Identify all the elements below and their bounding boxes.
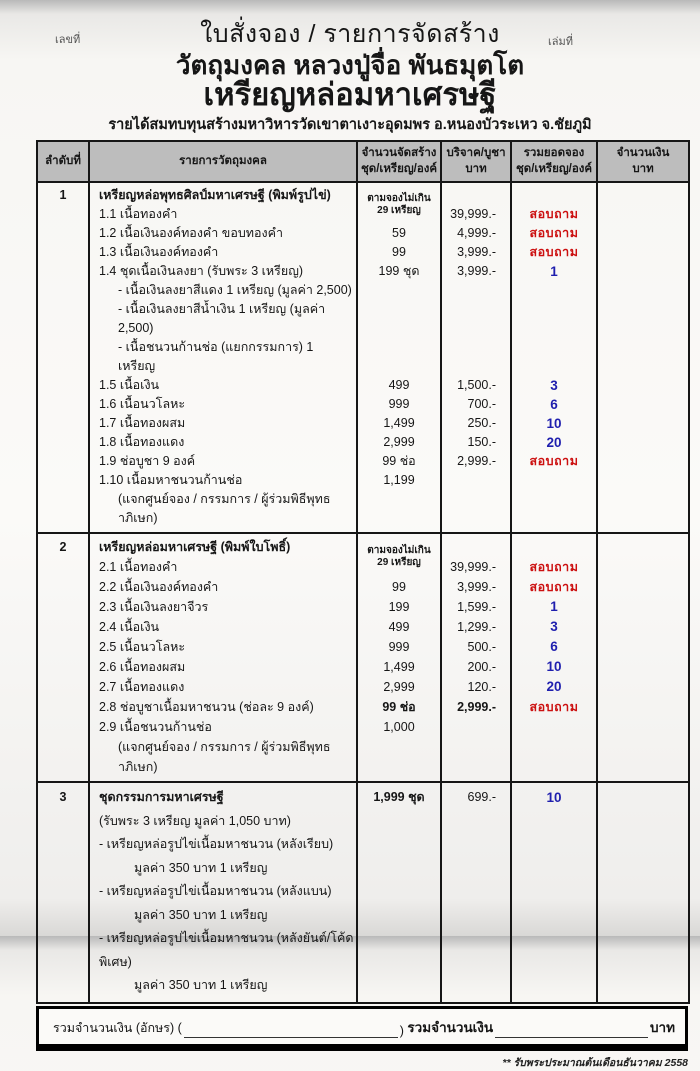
item-label: 2.2 เนื้อเงินองค์ทองคำ (89, 577, 357, 597)
amount-baht (597, 557, 689, 577)
made-qty (357, 490, 441, 533)
made-qty (357, 927, 441, 974)
price-baht: 3,999.- (441, 577, 511, 597)
item-label: - เหรียญหล่อรูปไข่เนื้อมหาชนวน (หลังเรียบ) (89, 833, 357, 857)
made-qty (357, 904, 441, 928)
reserved-total: สอบถาม (511, 243, 597, 262)
item-label: 1.4 ชุดเนื้อเงินลงยา (รับพระ 3 เหรียญ) (89, 262, 357, 281)
made-qty: 59 (357, 224, 441, 243)
price-baht (441, 182, 511, 205)
amount-baht (597, 597, 689, 617)
made-qty: 1,999 ชุด (357, 782, 441, 810)
price-baht: 3,999.- (441, 262, 511, 281)
item-label: (รับพระ 3 เหรียญ มูลค่า 1,050 บาท) (89, 810, 357, 834)
amount-baht (597, 657, 689, 677)
table-row (37, 697, 689, 717)
reserved-total: สอบถาม (511, 452, 597, 471)
row-no (37, 433, 89, 452)
item-section (37, 782, 689, 1003)
table-row (37, 637, 689, 657)
item-label: - เหรียญหล่อรูปไข่เนื้อมหาชนวน (หลังแบน) (89, 880, 357, 904)
row-no (37, 471, 89, 490)
amount-baht (597, 182, 689, 205)
table-row (37, 737, 689, 782)
table-row (37, 182, 689, 205)
item-label: 1.7 เนื้อทองผสม (89, 414, 357, 433)
table-row (37, 224, 689, 243)
item-label: 1.6 เนื้อนวโลหะ (89, 395, 357, 414)
made-qty: 1,199 (357, 471, 441, 490)
total-amount-box (36, 1006, 688, 1051)
row-no (37, 300, 89, 338)
price-baht (441, 974, 511, 1003)
price-baht (441, 904, 511, 928)
item-label: - เนื้อเงินลงยาสีน้ำเงิน 1 เหรียญ (มูลค่า 2,500) (89, 300, 357, 338)
price-baht: 2,999.- (441, 452, 511, 471)
table-row (37, 717, 689, 737)
row-no (37, 243, 89, 262)
row-no (37, 452, 89, 471)
price-baht: 39,999.- (441, 557, 511, 577)
amount-baht (597, 471, 689, 490)
made-qty: 1,499 (357, 657, 441, 677)
item-label: (แจกศูนย์จอง / กรรมการ / ผู้ร่วมพิธีพุทธาภิเษก) (89, 737, 357, 782)
row-no (37, 657, 89, 677)
total-label: รวมจำนวนเงิน (407, 1019, 494, 1035)
item-label: มูลค่า 350 บาท 1 เหรียญ (89, 974, 357, 1003)
reserved-total: 1 (511, 597, 597, 617)
row-no (37, 205, 89, 224)
column-header: รายการวัตถุมงคล (89, 141, 357, 182)
made-qty: 1,000 (357, 717, 441, 737)
reserved-total (511, 300, 597, 338)
row-no (37, 224, 89, 243)
reserved-total (511, 338, 597, 376)
made-qty: 199 (357, 597, 441, 617)
item-label: มูลค่า 350 บาท 1 เหรียญ (89, 857, 357, 881)
made-qty: 2,999 (357, 677, 441, 697)
amount-baht (597, 617, 689, 637)
amount-baht (597, 697, 689, 717)
amount-baht (597, 262, 689, 281)
table-row (37, 880, 689, 904)
price-baht (441, 300, 511, 338)
column-header: จำนวนเงิน บาท (597, 141, 689, 182)
reserved-total (511, 533, 597, 557)
made-qty: 999 (357, 395, 441, 414)
reserved-total: สอบถาม (511, 224, 597, 243)
made-qty (357, 974, 441, 1003)
page-title: ใบสั่งจอง / รายการจัดสร้าง (200, 20, 500, 48)
doc-number-label: เลขที่ (55, 34, 81, 46)
reserved-total (511, 927, 597, 974)
reserved-total: 1 (511, 262, 597, 281)
close-paren: ) (399, 1023, 404, 1038)
header-row (37, 141, 689, 182)
item-section (37, 533, 689, 782)
made-qty (357, 833, 441, 857)
subtitle-monk: วัตถุมงคล หลวงปู่จื่อ พันธมุตโต (175, 50, 525, 80)
made-qty (357, 880, 441, 904)
item-label: 1.3 เนื้อเงินองค์ทองคำ (89, 243, 357, 262)
price-baht: 39,999.- (441, 205, 511, 224)
amount-baht (597, 857, 689, 881)
row-no (37, 697, 89, 717)
reserved-total (511, 880, 597, 904)
amount-baht (597, 281, 689, 300)
price-baht: 699.- (441, 782, 511, 810)
table-row (37, 533, 689, 557)
column-header: รวมยอดจอง ชุด/เหรียญ/องค์ (511, 141, 597, 182)
row-no (37, 637, 89, 657)
amount-baht (597, 880, 689, 904)
made-qty (357, 281, 441, 300)
row-no (37, 281, 89, 300)
amount-baht (597, 300, 689, 338)
item-label: 2.1 เนื้อทองคำ (89, 557, 357, 577)
amount-baht (597, 810, 689, 834)
book-number-label: เล่มที่ (548, 36, 574, 48)
made-qty: 2,999 (357, 433, 441, 452)
table-row (37, 300, 689, 338)
reserved-total: 3 (511, 617, 597, 637)
reserved-total (511, 857, 597, 881)
price-baht (441, 338, 511, 376)
table-row (37, 452, 689, 471)
column-header: จำนวนจัดสร้าง ชุด/เหรียญ/องค์ (357, 141, 441, 182)
table-row (37, 243, 689, 262)
price-baht (441, 533, 511, 557)
item-label: - เนื้อชนวนก้านช่อ (แยกกรรมการ) 1 เหรียญ (89, 338, 357, 376)
table-row (37, 597, 689, 617)
row-no (37, 974, 89, 1003)
item-label: 1.1 เนื้อทองคำ (89, 205, 357, 224)
item-label: 2.9 เนื้อชนวนก้านช่อ (89, 717, 357, 737)
table-row (37, 657, 689, 677)
price-baht: 500.- (441, 637, 511, 657)
item-label: 1.5 เนื้อเงิน (89, 376, 357, 395)
table-row (37, 857, 689, 881)
price-baht: 2,999.- (441, 697, 511, 717)
row-no (37, 880, 89, 904)
table-row (37, 974, 689, 1003)
made-qty (357, 300, 441, 338)
amount-baht (597, 433, 689, 452)
price-baht: 1,299.- (441, 617, 511, 637)
table-row (37, 471, 689, 490)
amount-baht (597, 782, 689, 810)
price-baht: 250.- (441, 414, 511, 433)
reserved-total (511, 737, 597, 782)
amount-baht (597, 452, 689, 471)
price-baht (441, 471, 511, 490)
row-no (37, 927, 89, 974)
row-no: 2 (37, 533, 89, 557)
item-label: 1.9 ช่อบูชา 9 องค์ (89, 452, 357, 471)
made-qty: ตามจองไม่เกิน 29 เหรียญ (357, 533, 441, 577)
table-row (37, 904, 689, 928)
table-row (37, 490, 689, 533)
amount-baht (597, 974, 689, 1003)
reserved-total: 20 (511, 433, 597, 452)
price-baht: 3,999.- (441, 243, 511, 262)
row-no (37, 737, 89, 782)
reserved-total: 6 (511, 395, 597, 414)
row-no (37, 395, 89, 414)
made-qty: 99 ช่อ (357, 697, 441, 717)
item-label: 2.5 เนื้อนวโลหะ (89, 637, 357, 657)
amount-baht (597, 717, 689, 737)
made-qty: 99 (357, 577, 441, 597)
order-items-table (36, 140, 690, 1004)
price-baht (441, 737, 511, 782)
table-header (37, 141, 689, 182)
table-row (37, 782, 689, 810)
reserved-total (511, 974, 597, 1003)
item-label: ชุดกรรมการมหาเศรษฐี (89, 782, 357, 810)
amount-baht (597, 927, 689, 974)
made-qty (357, 338, 441, 376)
row-no (37, 717, 89, 737)
amount-baht (597, 395, 689, 414)
total-written-label: รวมจำนวนเงิน (อักษร) ( (53, 1020, 182, 1035)
made-qty (357, 810, 441, 834)
amount-baht (597, 338, 689, 376)
reserved-total: 6 (511, 637, 597, 657)
table-row (37, 281, 689, 300)
amount-baht (597, 677, 689, 697)
amount-baht (597, 376, 689, 395)
row-no (37, 904, 89, 928)
item-label: 2.7 เนื้อทองแดง (89, 677, 357, 697)
document-header (0, 20, 700, 133)
made-qty: 999 (357, 637, 441, 657)
row-no (37, 677, 89, 697)
row-no (37, 857, 89, 881)
price-baht (441, 857, 511, 881)
subtitle-coin: เหรียญหล่อมหาเศรษฐี (203, 77, 497, 113)
table-row (37, 414, 689, 433)
item-label: เหรียญหล่อมหาเศรษฐี (พิมพ์ใบโพธิ์) (89, 533, 357, 557)
row-no (37, 414, 89, 433)
price-baht: 4,999.- (441, 224, 511, 243)
amount-baht (597, 637, 689, 657)
made-qty: 99 (357, 243, 441, 262)
price-baht (441, 490, 511, 533)
price-baht (441, 880, 511, 904)
row-no (37, 617, 89, 637)
row-no (37, 557, 89, 577)
amount-baht (597, 490, 689, 533)
row-no (37, 376, 89, 395)
table-row (37, 833, 689, 857)
item-label: มูลค่า 350 บาท 1 เหรียญ (89, 904, 357, 928)
made-qty: 99 ช่อ (357, 452, 441, 471)
subtitle-fund: รายได้สมทบทุนสร้างมหาวิหารวัดเขาตาเงาะอุดมพร อ.หนองบัวระเหว จ.ชัยภูมิ (108, 116, 592, 133)
made-qty (357, 857, 441, 881)
row-no: 1 (37, 182, 89, 205)
reserved-total (511, 471, 597, 490)
price-baht: 700.- (441, 395, 511, 414)
price-baht (441, 281, 511, 300)
item-label: 1.10 เนื้อมหาชนวนก้านช่อ (89, 471, 357, 490)
price-baht (441, 833, 511, 857)
price-baht: 200.- (441, 657, 511, 677)
amount-baht (597, 833, 689, 857)
reserved-total (511, 182, 597, 205)
amount-baht (597, 577, 689, 597)
price-baht: 120.- (441, 677, 511, 697)
reserved-total: สอบถาม (511, 557, 597, 577)
price-baht: 150.- (441, 433, 511, 452)
item-section (37, 182, 689, 533)
column-header: บริจาค/บูชา บาท (441, 141, 511, 182)
reserved-total (511, 904, 597, 928)
price-baht (441, 927, 511, 974)
price-baht (441, 810, 511, 834)
amount-baht (597, 904, 689, 928)
item-label: 2.4 เนื้อเงิน (89, 617, 357, 637)
row-no (37, 577, 89, 597)
row-no: 3 (37, 782, 89, 810)
table-row (37, 395, 689, 414)
item-label: - เนื้อเงินลงยาสีแดง 1 เหรียญ (มูลค่า 2,500) (89, 281, 357, 300)
currency-label: บาท (649, 1019, 675, 1035)
reserved-total: สอบถาม (511, 205, 597, 224)
made-qty (357, 737, 441, 782)
table-row (37, 927, 689, 974)
reserved-total: 20 (511, 677, 597, 697)
table-row (37, 617, 689, 637)
row-no (37, 338, 89, 376)
table-row (37, 376, 689, 395)
made-qty: 1,499 (357, 414, 441, 433)
amount-baht (597, 205, 689, 224)
table-row (37, 810, 689, 834)
table-row (37, 262, 689, 281)
item-label: - เหรียญหล่อรูปไข่เนื้อมหาชนวน (หลังยันต์/โค้ดพิเศษ) (89, 927, 357, 974)
price-baht: 1,599.- (441, 597, 511, 617)
reserved-total (511, 810, 597, 834)
item-label: 2.8 ช่อบูชาเนื้อมหาชนวน (ช่อละ 9 องค์) (89, 697, 357, 717)
price-baht (441, 717, 511, 737)
amount-baht (597, 243, 689, 262)
row-no (37, 262, 89, 281)
price-baht: 1,500.- (441, 376, 511, 395)
made-qty: ตามจองไม่เกิน 29 เหรียญ (357, 182, 441, 224)
item-label: 2.3 เนื้อเงินลงยาจีวร (89, 597, 357, 617)
table-row (37, 577, 689, 597)
row-no (37, 833, 89, 857)
item-label: 2.6 เนื้อทองผสม (89, 657, 357, 677)
reserved-total: สอบถาม (511, 697, 597, 717)
reserved-total: 10 (511, 414, 597, 433)
reserved-total: 10 (511, 657, 597, 677)
total-amount-blank (495, 1026, 648, 1038)
item-label: 1.8 เนื้อทองแดง (89, 433, 357, 452)
table-row (37, 677, 689, 697)
item-label: เหรียญหล่อพุทธศิลป์มหาเศรษฐี (พิมพ์รูปไข่) (89, 182, 357, 205)
delivery-note: ** รับพระประมาณต้นเดือนธันวาคม 2558 (502, 1056, 688, 1069)
amount-baht (597, 224, 689, 243)
made-qty: 499 (357, 617, 441, 637)
made-qty: 499 (357, 376, 441, 395)
row-no (37, 597, 89, 617)
reserved-total: 3 (511, 376, 597, 395)
reserved-total (511, 833, 597, 857)
reserved-total: สอบถาม (511, 577, 597, 597)
row-no (37, 490, 89, 533)
reserved-total (511, 717, 597, 737)
amount-baht (597, 737, 689, 782)
table-row (37, 433, 689, 452)
written-amount-blank (184, 1026, 398, 1038)
reserved-total (511, 490, 597, 533)
row-no (37, 810, 89, 834)
reserved-total (511, 281, 597, 300)
item-label: 1.2 เนื้อเงินองค์ทองคำ ขอบทองคำ (89, 224, 357, 243)
made-qty: 199 ชุด (357, 262, 441, 281)
amount-baht (597, 414, 689, 433)
item-label: (แจกศูนย์จอง / กรรมการ / ผู้ร่วมพิธีพุทธาภิเษก) (89, 490, 357, 533)
table-row (37, 338, 689, 376)
amount-baht (597, 533, 689, 557)
reserved-total: 10 (511, 782, 597, 810)
column-header: ลำดับที่ (37, 141, 89, 182)
